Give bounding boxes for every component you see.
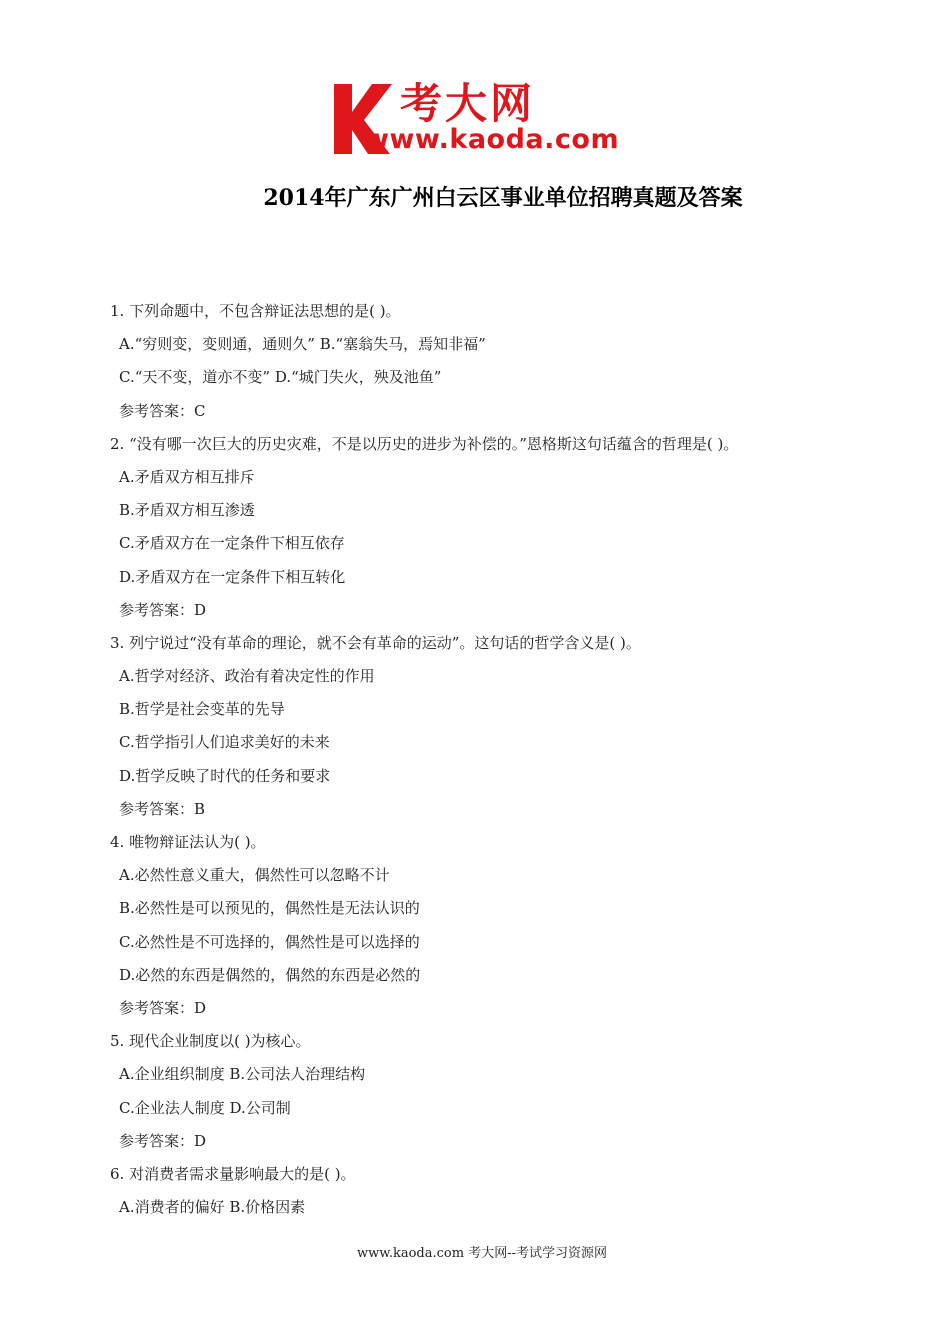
answer-option: A.“穷则变，变则通，通则久” B.“塞翁失马，焉知非福” — [119, 335, 486, 354]
answer-option: A.消费者的偏好 B.价格因素 — [119, 1198, 306, 1217]
answer-option: A.哲学对经济、政治有着决定性的作用 — [119, 667, 375, 686]
reference-answer: 参考答案：D — [119, 998, 207, 1017]
answer-option: C.矛盾双方在一定条件下相互依存 — [119, 534, 345, 553]
answer-option: C.必然性是不可选择的，偶然性是可以选择的 — [119, 932, 420, 951]
answer-option: D.矛盾双方在一定条件下相互转化 — [119, 567, 346, 586]
logo-brand-name: 考大网 — [400, 79, 536, 128]
answer-option: D.哲学反映了时代的任务和要求 — [119, 766, 331, 785]
answer-option: A.企业组织制度 B.公司法人治理结构 — [119, 1065, 366, 1084]
answer-option: C.“天不变，道亦不变” D.“城门失火，殃及池鱼” — [119, 368, 442, 387]
answer-option: B.必然性是可以预见的，偶然性是无法认识的 — [119, 899, 420, 918]
answer-option: C.哲学指引人们追求美好的未来 — [119, 733, 330, 752]
question-text: 5. 现代企业制度以( )为核心。 — [110, 1032, 311, 1051]
question-text: 4. 唯物辩证法认为( )。 — [110, 833, 266, 851]
answer-option: B.矛盾双方相互渗透 — [119, 501, 255, 520]
question-text: 3. 列宁说过“没有革命的理论，就不会有革命的运动”。这句话的哲学含义是( )。 — [110, 633, 641, 652]
question-text: 6. 对消费者需求量影响最大的是( )。 — [110, 1164, 356, 1183]
reference-answer: 参考答案：D — [119, 600, 207, 619]
question-text: 2. “没有哪一次巨大的历史灾难，不是以历史的进步为补偿的。”恩格斯这句话蕴含的哲理是( )。 — [110, 434, 739, 453]
answer-option: A.必然性意义重大，偶然性可以忽略不计 — [119, 866, 390, 885]
answer-option: D.必然的东西是偶然的，偶然的东西是必然的 — [119, 965, 421, 984]
reference-answer: 参考答案：D — [119, 1131, 207, 1150]
page-title: 2014年广东广州白云区事业单位招聘真题及答案 — [263, 185, 743, 211]
kaoda-logo[interactable] — [328, 74, 648, 164]
page-footer: www.kaoda.com 考大网--考试学习资源网 — [357, 1246, 607, 1261]
logo-brand-url: www.kaoda.com — [364, 124, 620, 155]
question-text: 1. 下列命题中，不包含辩证法思想的是( )。 — [110, 302, 401, 320]
answer-option: A.矛盾双方相互排斥 — [119, 467, 255, 486]
reference-answer: 参考答案：B — [119, 799, 206, 818]
answer-option: B.哲学是社会变革的先导 — [119, 700, 285, 719]
answer-option: C.企业法人制度 D.公司制 — [119, 1098, 291, 1117]
question-list — [110, 295, 910, 1224]
reference-answer: 参考答案：C — [119, 401, 206, 420]
